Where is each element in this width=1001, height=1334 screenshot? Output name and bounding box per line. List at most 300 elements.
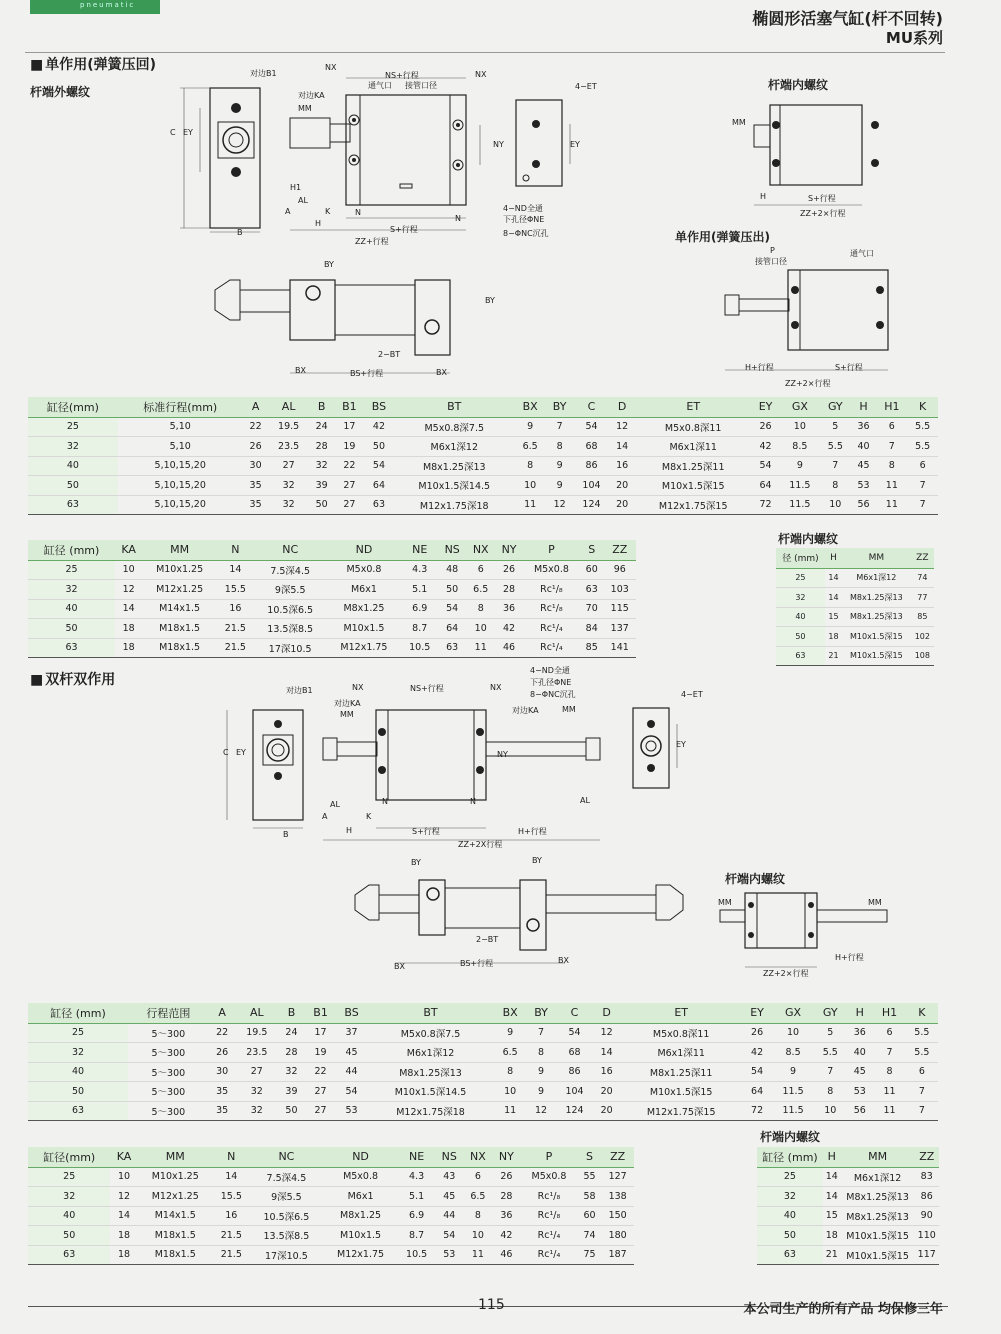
table-cell: Rc¹/₄ <box>523 619 580 639</box>
col-bore: 缸径(mm) <box>28 1147 110 1167</box>
table-cell: 14 <box>213 1167 250 1187</box>
table-cell: M10x1.5深15 <box>842 646 911 666</box>
table-cell: 60 <box>580 560 604 580</box>
table-cell: 54 <box>751 456 779 476</box>
table-cell: 25 <box>28 1167 110 1187</box>
table-row <box>776 646 934 666</box>
table-cell: 7 <box>545 417 573 437</box>
table-cell: 10 <box>115 560 142 580</box>
table-cell: 25 <box>28 1023 128 1043</box>
table-cell: 5.5 <box>906 1043 938 1063</box>
table-cell: 64 <box>364 476 393 496</box>
table-cell: 63 <box>28 638 115 658</box>
table-cell: 68 <box>574 437 609 457</box>
table-cell: 54 <box>742 1062 772 1082</box>
table-cell: 85 <box>580 638 604 658</box>
table-cell: 63 <box>757 1245 823 1265</box>
table-cell: 5.5 <box>907 437 938 457</box>
table-cell: M12x1.75 <box>327 638 402 658</box>
table-cell: 37 <box>336 1023 367 1043</box>
table-cell: 32 <box>776 588 825 608</box>
table-cell: 16 <box>217 599 254 619</box>
nd2-label: 4−ND全通 <box>530 666 570 675</box>
col-gx: GX <box>772 1003 814 1023</box>
table-cell: M8x1.25深13 <box>841 1187 915 1207</box>
col-c: C <box>556 1003 593 1023</box>
table-cell: 14 <box>609 437 635 457</box>
dim-mm4-label: MM <box>562 705 576 714</box>
table-cell: 9 <box>515 417 546 437</box>
table-cell: M10x1.5深15 <box>635 476 751 496</box>
table-cell: 15.5 <box>213 1187 250 1207</box>
table-cell: 45 <box>435 1187 463 1207</box>
table-cell: 21 <box>825 646 842 666</box>
table-cell: 18 <box>115 638 142 658</box>
table-cell: 8 <box>526 1043 556 1063</box>
col-bx: BX <box>494 1003 526 1023</box>
table-cell: M10x1.25 <box>142 560 217 580</box>
table-cell: 5～300 <box>128 1043 209 1063</box>
table-row <box>28 1023 938 1043</box>
dim-n2-label: N <box>455 214 461 223</box>
table-cell: 10 <box>515 476 546 496</box>
table-cell: 32 <box>28 437 118 457</box>
table-cell: 21.5 <box>213 1226 250 1246</box>
table-cell: M12x1.75深15 <box>635 495 751 515</box>
dim-h1-label: H1 <box>290 183 302 192</box>
col-mm: MM <box>841 1147 915 1167</box>
table-cell: M6x1深12 <box>394 437 515 457</box>
dim-mm-label: MM <box>298 104 312 113</box>
table-inner-thread-single <box>776 548 934 666</box>
col-b1: B1 <box>335 397 365 417</box>
table-cell: 11 <box>515 495 546 515</box>
dim-h2-label: H <box>760 192 767 201</box>
table-cell: 40 <box>28 599 115 619</box>
col-by: BY <box>545 397 573 417</box>
table-cell: 8.5 <box>772 1043 814 1063</box>
table-cell: M18x1.5 <box>138 1226 213 1246</box>
col-s: S <box>580 540 604 560</box>
table-row <box>776 588 934 608</box>
table-cell: 11.5 <box>772 1101 814 1121</box>
table-cell: 42 <box>492 1226 520 1246</box>
table-cell: 5～300 <box>128 1082 209 1102</box>
table-cell: 5～300 <box>128 1101 209 1121</box>
table-cell: 50 <box>28 1226 110 1246</box>
table-cell: 11 <box>494 1101 526 1121</box>
table-cell: M8x1.25深13 <box>367 1062 494 1082</box>
table-row <box>28 560 636 580</box>
double-rod-end-view-drawing <box>215 700 315 840</box>
table-cell: 22 <box>209 1023 236 1043</box>
table-cell: 6 <box>907 456 938 476</box>
dim-c-label: C <box>170 128 176 137</box>
table-row <box>28 599 636 619</box>
table-cell: 19.5 <box>236 1023 278 1043</box>
table-cell: 26 <box>742 1023 772 1043</box>
table-row <box>28 1043 938 1063</box>
table-cell: 10 <box>820 495 851 515</box>
table-row <box>28 456 938 476</box>
table-cell: M10x1.5深14.5 <box>394 476 515 496</box>
table-cell: M12x1.75 <box>323 1245 398 1265</box>
table-cell: 9深5.5 <box>254 580 327 600</box>
col-h: H <box>823 1147 841 1167</box>
table-cell: 86 <box>556 1062 593 1082</box>
col-zz: ZZ <box>604 540 637 560</box>
table-cell: M8x1.25深13 <box>842 588 911 608</box>
dim-a-label: A <box>285 207 291 216</box>
dim-bx2-label: BX <box>436 368 447 377</box>
dim-hs2-label: H+行程 <box>518 827 547 836</box>
table-double-rod-extra <box>28 1147 634 1265</box>
table-cell: 10 <box>494 1082 526 1102</box>
section-single-acting-title: ■ 单作用(弹簧压回) <box>30 54 156 74</box>
table-cell: 5.5 <box>814 1043 846 1063</box>
table-cell: 5,10 <box>118 417 243 437</box>
table-cell: 32 <box>28 580 115 600</box>
table-cell: 83 <box>914 1167 939 1187</box>
table-cell: 11 <box>876 495 907 515</box>
dim-mm3-label: MM <box>340 710 354 719</box>
table-cell: 15.5 <box>217 580 254 600</box>
dim-h-stroke-label: H+行程 <box>745 363 774 372</box>
dim-bx3-label: BX <box>394 962 405 971</box>
dim-zz-label: ZZ+行程 <box>355 237 389 246</box>
table-cell: Rc¹/₈ <box>523 580 580 600</box>
table-cell: 39 <box>278 1082 305 1102</box>
table-cell: 54 <box>438 599 466 619</box>
dim-hs3-label: H+行程 <box>835 953 864 962</box>
dim-mm5-label: MM <box>718 898 732 907</box>
dim-bx4-label: BX <box>558 956 569 965</box>
table-cell: 25 <box>776 568 825 588</box>
table-cell: 50 <box>776 627 825 647</box>
table-cell: M5x0.8深11 <box>620 1023 742 1043</box>
table-cell: 10.5深6.5 <box>254 599 327 619</box>
table-cell: 54 <box>364 456 393 476</box>
table-cell: 19.5 <box>268 417 308 437</box>
table-cell: 40 <box>28 1062 128 1082</box>
table-cell: 9 <box>780 456 820 476</box>
table-cell: 9 <box>526 1062 556 1082</box>
col-ey: EY <box>751 397 779 417</box>
table-cell: 150 <box>601 1206 634 1226</box>
table-cell: 7 <box>873 1043 905 1063</box>
table-cell: 40 <box>757 1206 823 1226</box>
table-cell: M10x1.25 <box>138 1167 213 1187</box>
table-cell: M18x1.5 <box>142 619 217 639</box>
table-cell: M8x1.25深13 <box>842 607 911 627</box>
table-cell: M6x1 <box>327 580 402 600</box>
dim-nx2-label: NX <box>475 70 487 79</box>
table-cell: M18x1.5 <box>138 1245 213 1265</box>
table-cell: 4.3 <box>401 560 438 580</box>
cylinder-bottom-view-drawing <box>200 265 510 385</box>
table-cell: 5,10,15,20 <box>118 495 243 515</box>
table-cell: 14 <box>825 588 842 608</box>
table-cell: 12 <box>545 495 573 515</box>
table-cell: 180 <box>601 1226 634 1246</box>
table-header-row <box>757 1147 939 1167</box>
table-cell: 7.5深4.5 <box>250 1167 323 1187</box>
table-cell: 32 <box>236 1101 278 1121</box>
dim-b-label: B <box>237 228 243 237</box>
table-row <box>28 1082 938 1102</box>
col-h: H <box>825 548 842 568</box>
dim-ns2-label: NS+行程 <box>410 684 444 693</box>
table-cell: 5～300 <box>128 1062 209 1082</box>
table-cell: 6 <box>876 417 907 437</box>
table-cell: 74 <box>911 568 934 588</box>
col-mm: MM <box>842 548 911 568</box>
table-cell: 11.5 <box>780 476 820 496</box>
col-mm: MM <box>138 1147 213 1167</box>
table-cell: M10x1.5 <box>327 619 402 639</box>
table-cell: 22 <box>305 1062 336 1082</box>
table-cell: M14x1.5 <box>142 599 217 619</box>
dim-ey-label: EY <box>183 128 193 137</box>
table-cell: 40 <box>28 1206 110 1226</box>
table-cell: 124 <box>574 495 609 515</box>
dim-s4-label: S+行程 <box>412 827 440 836</box>
page-title: 椭圆形活塞气缸(杆不回转) <box>752 9 943 28</box>
col-et: ET <box>620 1003 742 1023</box>
bt2-label: 2−BT <box>476 935 499 944</box>
warranty-note: 本公司生产的所有产品 均保修三年 <box>743 1302 943 1317</box>
col-stroke-range: 行程范围 <box>128 1003 209 1023</box>
table-cell: 102 <box>911 627 934 647</box>
table-cell: Rc¹/₈ <box>520 1187 577 1207</box>
table-cell: 16 <box>593 1062 620 1082</box>
table-cell: 17深10.5 <box>254 638 327 658</box>
table-cell: 12 <box>110 1187 137 1207</box>
table-cell: 54 <box>556 1023 593 1043</box>
dim-al2-label: AL <box>330 800 340 809</box>
table-cell: 96 <box>604 560 637 580</box>
table-cell: 27 <box>268 456 308 476</box>
table-cell: 141 <box>604 638 637 658</box>
dim-zz2x-label: ZZ+2X行程 <box>458 840 503 849</box>
table-cell: 104 <box>574 476 609 496</box>
table-cell: Rc¹/₄ <box>523 638 580 658</box>
table-cell: 28 <box>492 1187 520 1207</box>
table-cell: 53 <box>846 1082 873 1102</box>
table-cell: 9 <box>526 1082 556 1102</box>
table-cell: 8 <box>545 437 573 457</box>
col-bs: BS <box>364 397 393 417</box>
table-cell: M6x1 <box>323 1187 398 1207</box>
table-cell: 9 <box>772 1062 814 1082</box>
col-k: K <box>907 397 938 417</box>
table-cell: 7 <box>906 1082 938 1102</box>
table-cell: 7.5深4.5 <box>254 560 327 580</box>
table-cell: 11 <box>876 476 907 496</box>
table-cell: 8.7 <box>398 1226 435 1246</box>
table-cell: 86 <box>574 456 609 476</box>
table-cell: 18 <box>110 1245 137 1265</box>
table-cell: 50 <box>28 476 118 496</box>
table-row <box>757 1187 939 1207</box>
table-cell: 8 <box>494 1062 526 1082</box>
dim-k-label: K <box>325 207 331 216</box>
table-cell: Rc¹/₈ <box>520 1206 577 1226</box>
table-cell: 9 <box>545 476 573 496</box>
table-cell: 5.5 <box>907 417 938 437</box>
table-row <box>757 1167 939 1187</box>
table-cell: 6.9 <box>401 599 438 619</box>
table-cell: 39 <box>309 476 335 496</box>
table-cell: 21 <box>823 1245 841 1265</box>
table-cell: 10 <box>110 1167 137 1187</box>
col-ny: NY <box>495 540 523 560</box>
table-cell: M5x0.8 <box>523 560 580 580</box>
dim-mm6-label: MM <box>868 898 882 907</box>
table-cell: 45 <box>846 1062 873 1082</box>
table-cell: 5 <box>820 417 851 437</box>
table-cell: 40 <box>776 607 825 627</box>
col-c: C <box>574 397 609 417</box>
page-number: 115 <box>478 1297 505 1313</box>
table-row <box>28 619 636 639</box>
bt-label: 2−BT <box>378 350 401 359</box>
table-cell: 115 <box>604 599 637 619</box>
pipe-size2-label: 接管口径 <box>755 257 787 266</box>
table-cell: 86 <box>914 1187 939 1207</box>
table-cell: 21.5 <box>217 619 254 639</box>
col-ka: KA <box>115 540 142 560</box>
table-cell: 10 <box>780 417 820 437</box>
table-cell: 85 <box>911 607 934 627</box>
table-cell: 10 <box>463 1226 492 1246</box>
table-cell: 74 <box>578 1226 602 1246</box>
table-cell: M6x1深12 <box>367 1043 494 1063</box>
table-row <box>28 580 636 600</box>
col-ka: KA <box>110 1147 137 1167</box>
table-cell: 8.7 <box>401 619 438 639</box>
table-cell: 64 <box>438 619 466 639</box>
sub-inner-thread-table: 杆端内螺纹 <box>778 532 839 546</box>
sub-inner-thread: 杆端内螺纹 <box>768 78 829 92</box>
col-nd: ND <box>327 540 402 560</box>
table-header-row <box>28 540 636 560</box>
col-gx: GX <box>780 397 820 417</box>
col-p: P <box>520 1147 577 1167</box>
table-cell: 40 <box>28 456 118 476</box>
table-cell: M12x1.75深18 <box>367 1101 494 1121</box>
table-cell: 40 <box>846 1043 873 1063</box>
table-cell: 6.5 <box>463 1187 492 1207</box>
table-row <box>757 1206 939 1226</box>
table-cell: 13.5深8.5 <box>254 619 327 639</box>
pipe-size-label: 接管口径 <box>405 81 437 90</box>
col-bore: 缸径 (mm) <box>28 1003 128 1023</box>
table-cell: M14x1.5 <box>138 1206 213 1226</box>
table-cell: 6.9 <box>398 1206 435 1226</box>
table-cell: 12 <box>115 580 142 600</box>
table-cell: 7 <box>820 456 851 476</box>
table-cell: 18 <box>825 627 842 647</box>
dim-zz3-label: ZZ+2×行程 <box>785 379 831 388</box>
col-al: AL <box>236 1003 278 1023</box>
table-cell: M5x0.8 <box>520 1167 577 1187</box>
col-ns: NS <box>438 540 466 560</box>
table-cell: M12x1.75深18 <box>394 495 515 515</box>
table-cell: 50 <box>438 580 466 600</box>
table-cell: 63 <box>28 1245 110 1265</box>
table-cell: 7 <box>907 495 938 515</box>
dim-b2-label: B <box>283 830 289 839</box>
table-cell: 10 <box>814 1101 846 1121</box>
table-cell: 7 <box>907 476 938 496</box>
table-cell: 5.5 <box>820 437 851 457</box>
table-cell: 55 <box>578 1167 602 1187</box>
dim-s3-label: S+行程 <box>835 363 863 372</box>
col-n: N <box>217 540 254 560</box>
table-cell: 36 <box>495 599 523 619</box>
table-cell: 35 <box>243 495 269 515</box>
col-nx: NX <box>463 1147 492 1167</box>
col-nc: NC <box>250 1147 323 1167</box>
table-cell: 5.1 <box>401 580 438 600</box>
header-divider <box>25 52 945 53</box>
table-cell: 8 <box>466 599 495 619</box>
double-rod-side-view-drawing <box>318 690 618 850</box>
table-cell: 6.5 <box>494 1043 526 1063</box>
table-cell: 72 <box>751 495 779 515</box>
table-cell: 14 <box>217 560 254 580</box>
table-cell: 103 <box>604 580 637 600</box>
dim-n3-label: N <box>382 797 388 806</box>
table-row <box>776 627 934 647</box>
col-h1: H1 <box>876 397 907 417</box>
table-cell: 36 <box>846 1023 873 1043</box>
table-cell: 6 <box>463 1167 492 1187</box>
table-cell: 42 <box>364 417 393 437</box>
table-cell: 32 <box>757 1187 823 1207</box>
table-row <box>757 1245 939 1265</box>
col-mm: MM <box>142 540 217 560</box>
table-cell: M8x1.25深11 <box>620 1062 742 1082</box>
sub-double-inner-table: 杆端内螺纹 <box>760 1130 821 1144</box>
table-double-rod-main <box>28 1003 938 1121</box>
col-bs: BS <box>336 1003 367 1023</box>
table-cell: 8 <box>820 476 851 496</box>
table-inner-thread-double <box>757 1147 939 1265</box>
dim-k2-label: K <box>366 812 372 821</box>
table-row <box>28 417 938 437</box>
nc-label: 8−ΦNC沉孔 <box>503 229 549 238</box>
table-row <box>28 476 938 496</box>
table-row <box>776 568 934 588</box>
table-cell: 8 <box>876 456 907 476</box>
dim-c2-label: C <box>223 748 229 757</box>
table-cell: 17 <box>305 1023 336 1043</box>
table-row <box>28 1226 634 1246</box>
dim-ka3-label: 对边KA <box>512 706 539 715</box>
dim-h-label: H <box>315 219 322 228</box>
table-cell: 32 <box>28 1043 128 1063</box>
table-cell: 20 <box>609 476 635 496</box>
table-cell: 70 <box>580 599 604 619</box>
table-cell: 22 <box>335 456 365 476</box>
dim-al3-label: AL <box>580 796 590 805</box>
table-cell: 36 <box>492 1206 520 1226</box>
table-cell: 11 <box>873 1101 905 1121</box>
table-cell: 11 <box>466 638 495 658</box>
table-cell: 25 <box>28 560 115 580</box>
